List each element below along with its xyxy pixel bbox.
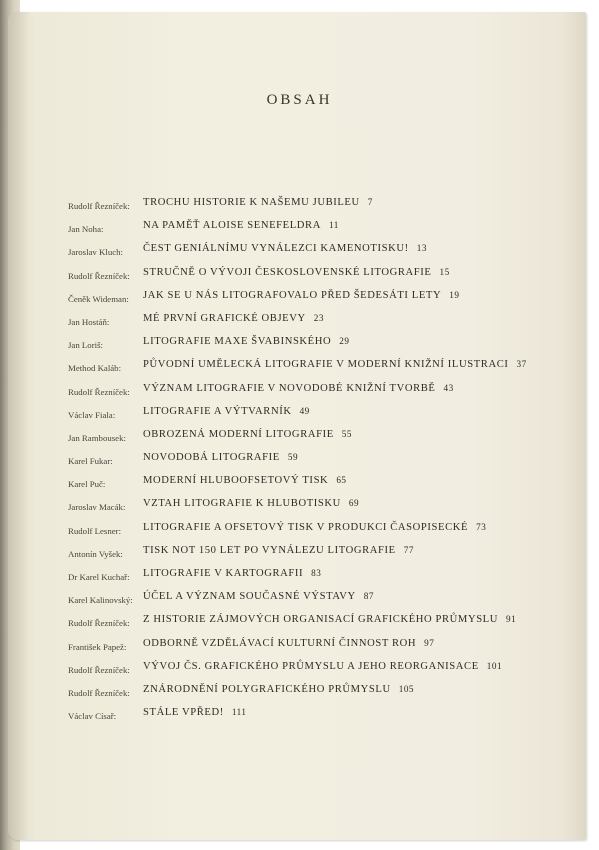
toc-author: Karel Fukar: xyxy=(68,456,113,467)
toc-entry xyxy=(0,217,599,240)
toc-entry xyxy=(0,333,599,356)
toc-page-number: 37 xyxy=(516,359,527,370)
toc-author: Karel Puč: xyxy=(68,479,106,490)
toc-author: Jaroslav Kluch: xyxy=(68,247,123,258)
toc-entry xyxy=(0,194,599,217)
toc-entry xyxy=(0,264,599,287)
page-title: OBSAH xyxy=(266,92,333,108)
toc-author: Jan Noha: xyxy=(68,224,104,235)
toc-author: Rudolf Řezníček: xyxy=(68,687,130,698)
toc-author: Method Kaláb: xyxy=(68,363,122,374)
toc-entry xyxy=(0,472,599,495)
toc-entry-line xyxy=(143,707,246,718)
toc-entry xyxy=(0,240,599,263)
toc-author: Karel Kalinovský: xyxy=(68,595,133,606)
toc-title: ZNÁRODNĚNÍ POLYGRAFICKÉHO PRŮMYSLU xyxy=(143,683,391,695)
toc-entry xyxy=(0,565,599,588)
toc-page-number: 87 xyxy=(363,591,374,602)
toc-title: LITOGRAFIE MAXE ŠVABINSKÉHO xyxy=(143,336,332,348)
toc-entry xyxy=(0,611,599,634)
toc-entry-line xyxy=(143,290,459,301)
toc-entry xyxy=(0,542,599,565)
toc-entry-line xyxy=(143,267,450,278)
toc-entry-line xyxy=(143,545,414,556)
toc-author: Jaroslav Macák: xyxy=(68,502,126,513)
toc-page-number: 65 xyxy=(336,475,347,486)
toc-page-number: 43 xyxy=(443,382,454,393)
toc-entry-line xyxy=(143,475,347,486)
toc-title: MODERNÍ HLUBOOFSETOVÝ TISK xyxy=(143,475,329,487)
toc-page-number: 49 xyxy=(299,405,310,416)
toc-page-number: 13 xyxy=(416,243,427,254)
toc-title: VÝZNAM LITOGRAFIE V NOVODOBÉ KNIŽNÍ TVORBĚ xyxy=(143,382,436,394)
toc-title: STÁLE VPŘED! xyxy=(143,707,224,719)
toc-page-number: 105 xyxy=(398,683,414,694)
toc-title: NOVODOBÁ LITOGRAFIE xyxy=(143,452,280,464)
toc-author: Rudolf Lesner: xyxy=(68,525,122,536)
toc-entry xyxy=(0,681,599,704)
toc-entry-line xyxy=(143,498,359,509)
toc-title: TROCHU HISTORIE K NAŠEMU JUBILEU xyxy=(143,197,360,208)
toc-title: PŮVODNÍ UMĚLECKÁ LITOGRAFIE V MODERNÍ KNIŽNÍ ILUSTRACI xyxy=(143,359,509,371)
toc-author: Rudolf Řezníček: xyxy=(68,618,130,629)
toc-author: Jan Hostáň: xyxy=(68,316,110,327)
toc-author: Dr Karel Kuchař: xyxy=(68,572,130,582)
toc-page-number: 91 xyxy=(506,614,517,625)
toc-title: VZTAH LITOGRAFIE K HLUBOTISKU xyxy=(143,498,341,510)
toc-entry-line xyxy=(143,243,427,254)
toc-entry-line xyxy=(143,406,310,417)
toc-entry-line xyxy=(143,452,298,463)
toc-page-number: 111 xyxy=(231,707,247,718)
toc-entry-line xyxy=(143,313,324,324)
toc-entry xyxy=(0,403,599,426)
toc-entry xyxy=(0,356,599,379)
toc-title: ODBORNĚ VZDĚLÁVACÍ KULTURNÍ ČINNOST ROH xyxy=(143,637,417,649)
toc-entry-line xyxy=(143,591,374,602)
toc-author: Rudolf Řezníček: xyxy=(68,386,130,397)
toc-author: Václav Císař: xyxy=(68,711,117,722)
toc-title: MÉ PRVNÍ GRAFICKÉ OBJEVY xyxy=(143,312,306,324)
toc-author: František Papež: xyxy=(68,641,127,652)
toc-title: STRUČNĚ O VÝVOJI ČESKOSLOVENSKÉ LITOGRAFIE xyxy=(143,266,432,278)
toc-entry-line xyxy=(143,522,486,533)
toc-author: Rudolf Řezníček: xyxy=(68,201,130,211)
toc-page-number: 23 xyxy=(313,312,324,323)
toc-entry-line xyxy=(143,336,349,347)
toc-page-number: 19 xyxy=(449,289,460,300)
toc-entry-line xyxy=(143,383,454,394)
toc-entry xyxy=(0,635,599,658)
toc-page-number: 11 xyxy=(328,220,339,231)
toc-title: VÝVOJ ČS. GRAFICKÉHO PRŮMYSLU A JEHO REORGANISACE xyxy=(143,660,479,672)
toc-page-number: 97 xyxy=(424,637,435,648)
toc-page-number: 83 xyxy=(311,568,322,578)
toc-entry xyxy=(0,588,599,611)
toc-entry xyxy=(0,426,599,449)
toc-author: Jan Rambousek: xyxy=(68,432,126,443)
toc-page-number: 15 xyxy=(439,266,450,277)
toc-title: ČEST GENIÁLNÍMU VYNÁLEZCI KAMENOTISKU! xyxy=(143,243,409,255)
toc-page-number: 29 xyxy=(339,336,350,347)
toc-title: LITOGRAFIE A OFSETOVÝ TISK V PRODUKCI ČASOPISECKÉ xyxy=(143,521,469,533)
toc-page-number: 77 xyxy=(403,544,414,555)
toc-author: Čeněk Wideman: xyxy=(68,293,129,304)
toc-author: Rudolf Řezníček: xyxy=(68,664,130,675)
toc-entry-line xyxy=(143,429,352,440)
toc-entry xyxy=(0,658,599,681)
toc-entry-line xyxy=(143,614,516,625)
toc-page-number: 69 xyxy=(348,498,360,509)
toc-title: LITOGRAFIE A VÝTVARNÍK xyxy=(143,405,292,417)
toc-page-number: 55 xyxy=(341,428,352,439)
toc-title: JAK SE U NÁS LITOGRAFOVALO PŘED ŠEDESÁTI LETY xyxy=(143,289,442,301)
toc-title: ÚČEL A VÝZNAM SOUČASNÉ VÝSTAVY xyxy=(143,591,356,603)
toc-entry-line xyxy=(143,568,321,579)
toc-title: LITOGRAFIE V KARTOGRAFII xyxy=(143,568,304,579)
toc-entry-line xyxy=(143,359,527,370)
toc-entry xyxy=(0,380,599,403)
toc-title: NA PAMĚŤ ALOISE SENEFELDRA xyxy=(143,220,321,232)
toc-page-number: 101 xyxy=(486,660,503,671)
toc-entry xyxy=(0,449,599,472)
toc-entry xyxy=(0,495,599,518)
toc-entry-line xyxy=(143,197,373,208)
toc-author: Antonín Vyšek: xyxy=(68,548,123,559)
toc-title: Z HISTORIE ZÁJMOVÝCH ORGANISACÍ GRAFICKÉHO PRŮMYSLU xyxy=(143,614,499,626)
toc-author: Jan Loriš: xyxy=(68,340,103,351)
toc-page-number: 7 xyxy=(367,197,373,207)
toc-entry xyxy=(0,310,599,333)
toc-entry xyxy=(0,519,599,542)
toc-author: Rudolf Řezníček: xyxy=(68,270,130,281)
toc-entry-line xyxy=(143,684,414,695)
toc-page-number: 59 xyxy=(287,452,299,463)
toc-entry-line xyxy=(143,638,434,649)
toc-entry xyxy=(0,704,599,727)
toc-page-number: 73 xyxy=(476,521,487,532)
table-of-contents xyxy=(0,194,599,727)
toc-title: OBROZENÁ MODERNÍ LITOGRAFIE xyxy=(143,428,334,440)
toc-title: TISK NOT 150 LET PO VYNÁLEZU LITOGRAFIE xyxy=(143,544,396,556)
toc-entry-line xyxy=(143,661,502,672)
toc-author: Václav Fiala: xyxy=(68,409,116,420)
toc-entry-line xyxy=(143,220,339,231)
toc-entry xyxy=(0,287,599,310)
